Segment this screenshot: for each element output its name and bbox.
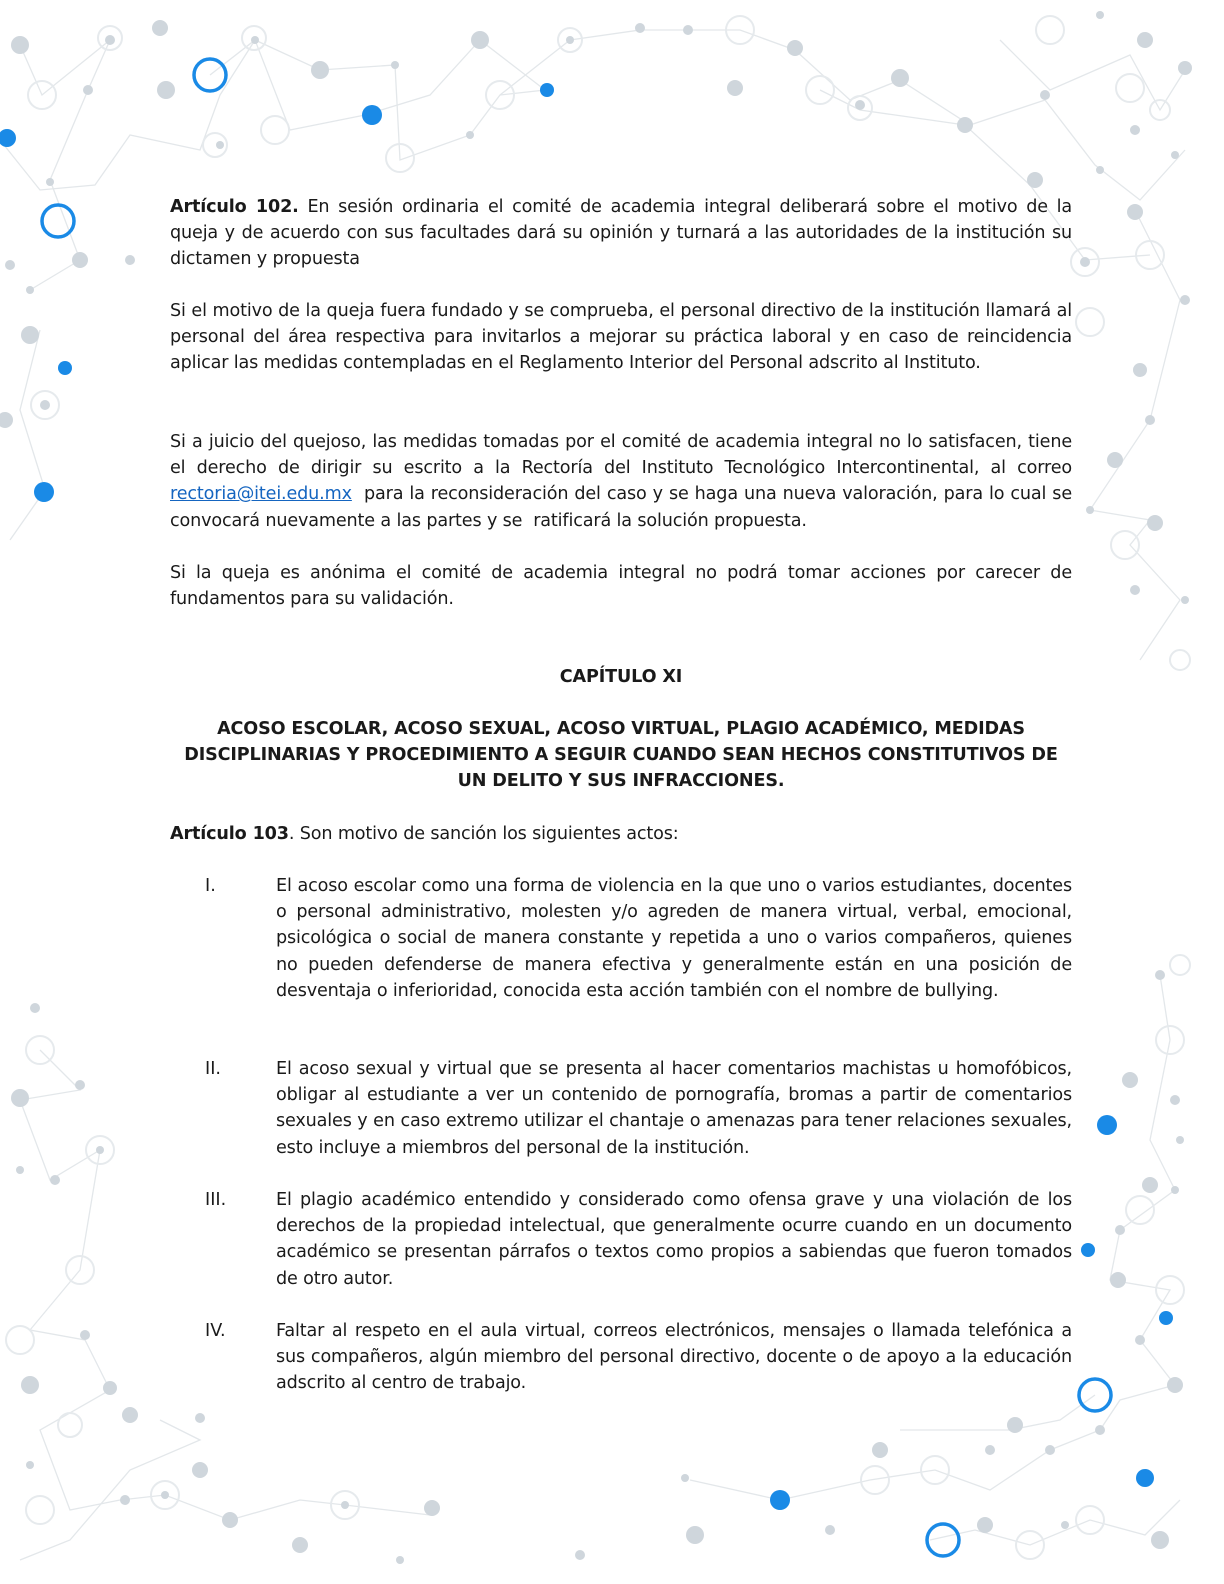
list-item-text: El plagio académico entendido y considerado como ofensa grave y una violación de los derechos de la propiedad intelectual, que generalmente ocurre cuando en un documento académico se presentan párrafos o textos como propios a sabiendas que fueron tomados de otro autor. <box>276 1190 1072 1289</box>
list-item <box>205 1318 1072 1397</box>
article-103-paragraph <box>170 821 1072 847</box>
paragraph-founded-complaint: Si el motivo de la queja fuera fundado y se comprueba, el personal directivo de la institución llamará al personal del área respectiva para invitarlos a mejorar su práctica laboral y en caso de reincidencia aplicar las medidas contempladas en el Reglamento Interior del Personal adscrito al Instituto. <box>170 301 1072 374</box>
reconsideration-text-after: para la reconsideración del caso y se haga una nueva valoración, para lo cual se convocará nuevamente a las partes y se ratificará la solución propuesta. <box>170 484 1078 531</box>
list-item <box>205 1056 1072 1161</box>
chapter-title: ACOSO ESCOLAR, ACOSO SEXUAL, ACOSO VIRTUAL, PLAGIO ACADÉMICO, MEDIDAS DISCIPLINARIAS Y PROCEDIMIENTO A SEGUIR CUANDO SEAN HECHOS CONSTITUTIVOS DE UN DELITO Y SUS INFRACCIONES. <box>184 719 1058 792</box>
list-item-text: El acoso escolar como una forma de violencia en la que uno o varios estudiantes, docentes o personal administrativo, molesten y/o agreden de manera virtual, verbal, emocional, psicológica o social de manera constante y repetida a uno o varios compañeros, quienes no pueden defenderse de manera efectiva y generalmente están en una posición de desventaja o inferioridad, conocida esta acción también con el nombre de bullying. <box>276 876 1072 1001</box>
list-item-number: I. <box>205 876 216 896</box>
article-102-label: Artículo 102. <box>170 197 299 217</box>
reconsideration-text-before: Si a juicio del quejoso, las medidas tomadas por el comité de academia integral no lo satisfacen, tiene el derecho de dirigir su escrito a la Rectoría del Instituto Tecnológico Intercontinental, al correo <box>170 432 1072 479</box>
list-item <box>205 873 1072 1004</box>
list-item-text: El acoso sexual y virtual que se presenta al hacer comentarios machistas u homofóbicos, obligar al estudiante a ver un contenido de pornografía, bromas a partir de comentarios sexuales y en caso extremo utilizar el chantaje o amenazas para tener relaciones sexuales, esto incluye a miembros del personal de la institución. <box>276 1059 1072 1158</box>
rectoria-email-link[interactable]: rectoria@itei.edu.mx <box>170 484 352 505</box>
list-item <box>205 1187 1072 1292</box>
list-item-number: IV. <box>205 1321 226 1341</box>
article-103-text: . Son motivo de sanción los siguientes actos: <box>288 824 679 844</box>
list-item-number: II. <box>205 1059 221 1079</box>
article-102-paragraph <box>170 194 1072 273</box>
chapter-heading: CAPÍTULO XI <box>559 667 683 687</box>
paragraph-anonymous-complaint: Si la queja es anónima el comité de academia integral no podrá tomar acciones por carecer de fundamentos para su validación. <box>170 563 1072 610</box>
list-item-text: Faltar al respeto en el aula virtual, correos electrónicos, mensajes o llamada telefónica a sus compañeros, algún miembro del personal directivo, docente o de apoyo a la educación adscrito al centro de trabajo. <box>276 1321 1072 1394</box>
article-103-label: Artículo 103 <box>170 824 289 844</box>
list-item-number: III. <box>205 1190 227 1210</box>
article-102-text: En sesión ordinaria el comité de academia integral deliberará sobre el motivo de la queja y de acuerdo con sus facultades dará su opinión y turnará a las autoridades de la institución su dictamen y propuesta <box>170 197 1073 270</box>
paragraph-reconsideration <box>170 429 1078 534</box>
